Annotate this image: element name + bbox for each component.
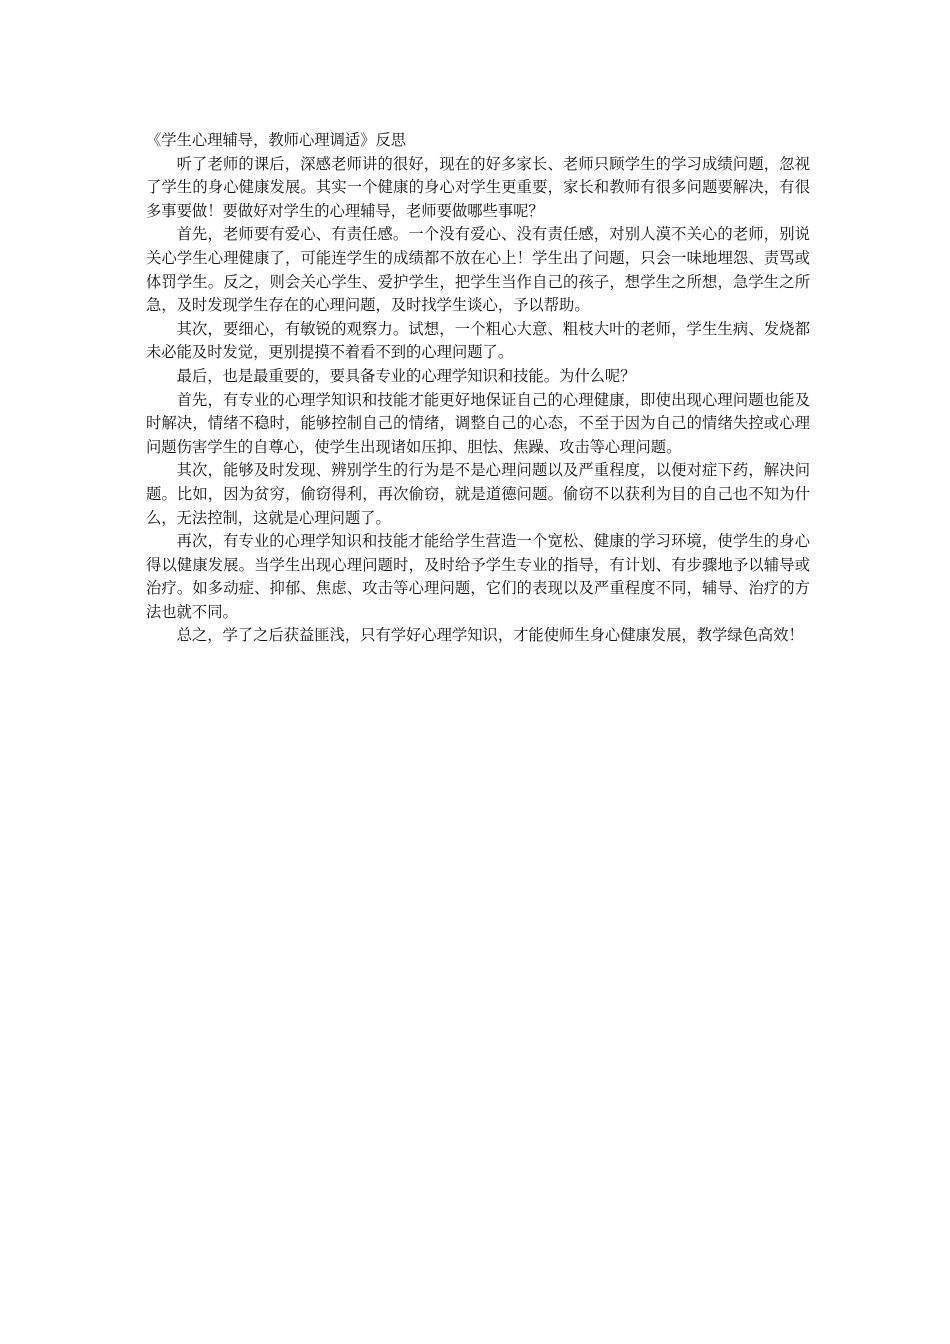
paragraph-self-health: 首先，有专业的心理学知识和技能才能更好地保证自己的心理健康，即使出现心理问题也能及时解决，情绪不稳时，能够控制自己的情绪，调整自己的心态，不至于因为自己的情绪失控或心理问题伤害学生的自尊心，使学生出现诸如压抑、胆怯、焦躁、攻击等心理问题。: [146, 390, 810, 456]
paragraph-professional-knowledge: 最后，也是最重要的，要具备专业的心理学知识和技能。为什么呢？: [176, 366, 636, 385]
paragraph-environment: 再次，有专业的心理学知识和技能才能给学生营造一个宽松、健康的学习环境，使学生的身心得以健康发展。当学生出现心理问题时，及时给予学生专业的指导，有计划、有步骤地予以辅导或治疗。如多动症、抑郁、焦虑、攻击等心理问题，它们的表现以及严重程度不同，辅导、治疗的方法也就不同。: [146, 532, 810, 621]
paragraph-conclusion: 总之，学了之后获益匪浅，只有学好心理学知识，才能使师生身心健康发展，教学绿色高效！: [176, 626, 804, 645]
document-body: [146, 129, 810, 648]
paragraph-love-responsibility: 首先，老师要有爱心、有责任感。一个没有爱心、没有责任感，对别人漠不关心的老师，别说关心学生心理健康了，可能连学生的成绩都不放在心上！学生出了问题，只会一味地埋怨、责骂或体罚学生。反之，则会关心学生、爱护学生，把学生当作自己的孩子，想学生之所想，急学生之所急，及时发现学生存在的心理问题，及时找学生谈心，予以帮助。: [146, 225, 810, 315]
paragraph-observation: 其次，要细心，有敏锐的观察力。试想，一个粗心大意、粗枝大叶的老师，学生生病、发烧都未必能及时发觉，更别提摸不着看不到的心理问题了。: [146, 319, 810, 362]
document-title: 《学生心理辅导，教师心理调适》反思: [146, 131, 407, 149]
paragraph-identify-problems: 其次，能够及时发现、辨别学生的行为是不是心理问题以及严重程度，以便对症下药，解决问题。比如，因为贫穷，偷窃得利，再次偷窃，就是道德问题。偷窃不以获利为目的自己也不知为什么，无法控制，这就是心理问题了。: [146, 461, 810, 527]
paragraph-intro: 听了老师的课后，深感老师讲的很好，现在的好多家长、老师只顾学生的学习成绩问题，忽视了学生的身心健康发展。其实一个健康的身心对学生更重要，家长和教师有很多问题要解决，有很多事要做！要做好对学生的心理辅导，老师要做哪些事呢？: [146, 154, 810, 220]
